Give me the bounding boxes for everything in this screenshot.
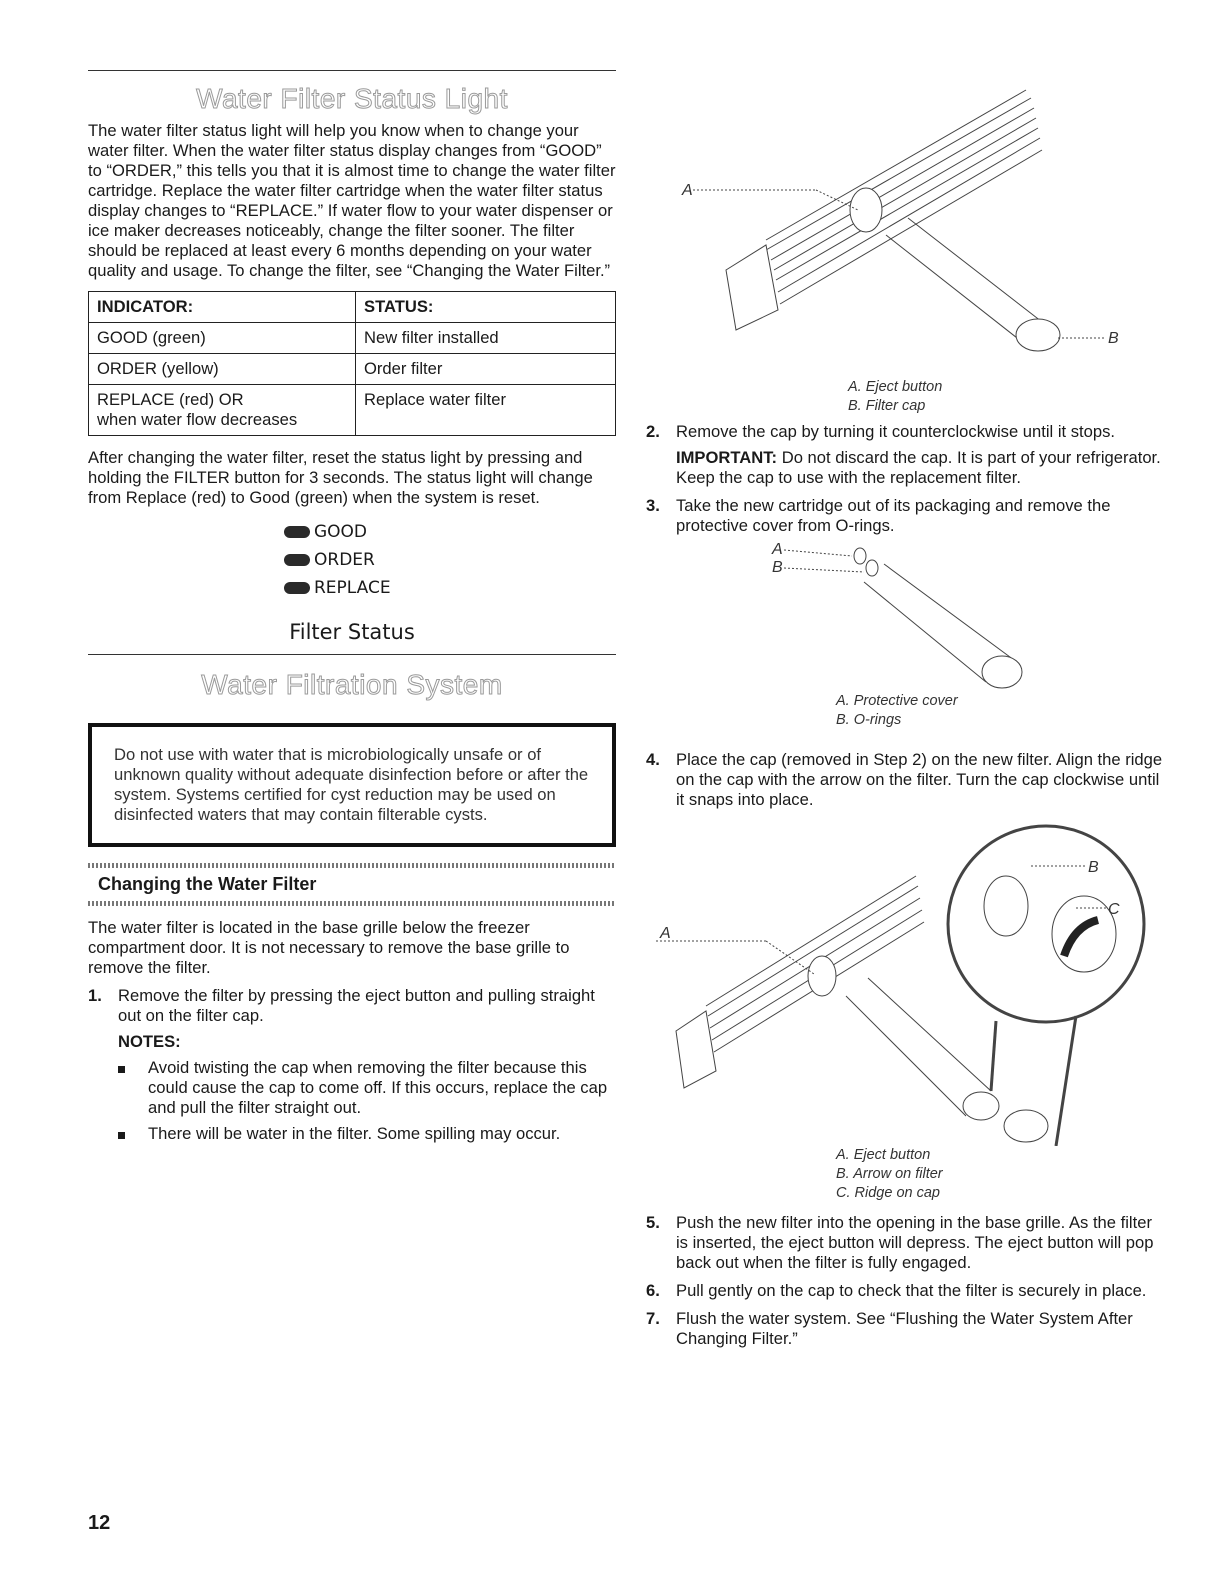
led-icon	[284, 554, 310, 566]
step-5	[646, 1213, 1166, 1273]
figure-label: B	[772, 559, 783, 576]
dotted-divider	[88, 863, 616, 868]
status-cell: Replace water filter	[356, 385, 616, 436]
indicator-cell: GOOD (green)	[89, 323, 356, 354]
indicator-good	[284, 518, 616, 546]
step-text: Push the new filter into the opening in the base grille. As the filter is inserted, the eject button will depress. The eject button will pop back out when the filter is fully engaged.	[676, 1213, 1154, 1272]
step-text: Remove the cap by turning it counterclockwise until it stops.	[676, 422, 1116, 441]
figure-new-cartridge	[646, 542, 1166, 692]
important-note	[676, 448, 1166, 488]
important-text: Do not discard the cap. It is part of your refrigerator. Keep the cap to use with the replacement filter.	[676, 448, 1161, 487]
step-number: 6.	[646, 1281, 660, 1300]
caption-line: C. Ridge on cap	[836, 1185, 940, 1201]
indicator-line: REPLACE (red) OR	[97, 390, 244, 409]
indicator-line-extra: when water flow decreases	[97, 410, 298, 429]
note-text: There will be water in the filter. Some spilling may occur.	[148, 1124, 561, 1143]
caption-line: A. Eject button	[848, 379, 943, 395]
indicator-cell: ORDER (yellow)	[89, 354, 356, 385]
step-number: 7.	[646, 1309, 660, 1328]
reset-instructions: After changing the water filter, reset the status light by pressing and holding the FILTER button for 3 seconds. The status light will change from Replace (red) to Good (green) when the system is reset.	[88, 448, 593, 507]
filter-status-caption: Filter Status	[289, 620, 415, 644]
figure-label: A	[772, 542, 783, 558]
changing-heading: Changing the Water Filter	[98, 874, 317, 894]
notes-label: NOTES:	[118, 1032, 181, 1051]
right-column	[646, 70, 1166, 1349]
indicator-label: REPLACE	[314, 578, 391, 598]
status-cell: Order filter	[356, 354, 616, 385]
led-icon	[284, 526, 310, 538]
step-4	[646, 750, 1166, 810]
important-label: IMPORTANT:	[676, 448, 778, 467]
step-6	[646, 1281, 1166, 1301]
caption-line: B. O-rings	[836, 712, 902, 728]
warning-box	[88, 723, 616, 847]
status-table-header	[89, 292, 616, 323]
section-title-filtration: Water Filtration System	[201, 669, 503, 700]
step-7	[646, 1309, 1166, 1349]
caption-line: B. Filter cap	[848, 398, 926, 414]
page-number: 12	[88, 1512, 111, 1534]
step-number: 5.	[646, 1213, 660, 1232]
status-light-intro: The water filter status light will help you know when to change your water filter. When the water filter status display changes from “GOOD” to “ORDER,” this tells you that it is almost time to change the water filter cartridge. Replace the water filter cartridge when the water filter status display changes to “REPLACE.” If water flow to your water dispenser or ice maker decreases noticeably, change the filter sooner. The filter should be replaced at least every 6 months depending on your water quality and usage. To change the filter, see “Changing the Water Filter.”	[88, 121, 616, 280]
status-table	[88, 291, 616, 436]
step-text: Remove the filter by pressing the eject button and pulling straight out on the filter cap.	[118, 986, 595, 1025]
indicator-label: GOOD	[314, 522, 368, 542]
caption-line: B. Arrow on filter	[836, 1166, 943, 1182]
indicator-cell	[89, 385, 356, 436]
bullet-icon	[118, 1124, 148, 1144]
step-1	[88, 986, 616, 1026]
figure-captions	[848, 378, 1166, 416]
header-indicator: INDICATOR:	[89, 292, 356, 323]
cap-alignment-illustration	[646, 816, 1166, 1146]
section-title-status-light: Water Filter Status Light	[196, 83, 508, 114]
figure-label: C	[1108, 901, 1120, 918]
led-icon	[284, 582, 310, 594]
figure-label: A	[682, 182, 693, 199]
note-item	[118, 1058, 616, 1118]
table-row	[89, 323, 616, 354]
indicator-label: ORDER	[314, 550, 375, 570]
figure-label: A	[660, 925, 671, 942]
step-number: 3.	[646, 496, 660, 515]
figure-label: B	[1108, 330, 1119, 347]
indicator-order	[284, 546, 616, 574]
filter-status-indicator-figure	[284, 518, 616, 602]
step-number: 2.	[646, 422, 660, 441]
step-text: Take the new cartridge out of its packaging and remove the protective cover from O-rings.	[676, 496, 1111, 535]
status-cell: New filter installed	[356, 323, 616, 354]
figure-eject-filter	[646, 70, 1166, 370]
section-rule	[88, 654, 616, 655]
header-status: STATUS:	[356, 292, 616, 323]
warning-text: Do not use with water that is microbiologically unsafe or of unknown quality without adequate disinfection before or after the system. Systems certified for cyst reduction may be used on disinfected waters that may contain filterable cysts.	[114, 745, 589, 824]
step-text: Flush the water system. See “Flushing the Water System After Changing Filter.”	[676, 1309, 1133, 1348]
figure-label: B	[1088, 859, 1099, 876]
new-cartridge-illustration	[646, 542, 1166, 692]
top-rule	[88, 70, 616, 71]
step-number: 4.	[646, 750, 660, 769]
note-text: Avoid twisting the cap when removing the filter because this could cause the cap to come off. If this occurs, replace the cap and pull the filter straight out.	[148, 1058, 608, 1117]
step-number: 1.	[88, 986, 102, 1005]
caption-line: A. Eject button	[836, 1147, 931, 1163]
step-3	[646, 496, 1166, 536]
table-row	[89, 385, 616, 436]
figure-captions	[836, 1146, 1166, 1203]
table-row	[89, 354, 616, 385]
bullet-icon	[118, 1058, 148, 1118]
filter-removal-illustration	[646, 70, 1166, 370]
figure-cap-alignment	[646, 816, 1166, 1146]
left-column	[88, 70, 616, 1144]
dotted-divider	[88, 901, 616, 906]
note-item	[118, 1124, 616, 1144]
step-2	[646, 422, 1166, 442]
step-text: Place the cap (removed in Step 2) on the new filter. Align the ridge on the cap with the arrow on the filter. Turn the cap clockwise until it snaps into place.	[676, 750, 1163, 809]
figure-captions	[836, 692, 1166, 730]
changing-intro: The water filter is located in the base grille below the freezer compartment door. It is not necessary to remove the base grille to remove the filter.	[88, 918, 570, 977]
indicator-replace	[284, 574, 616, 602]
step-text: Pull gently on the cap to check that the filter is securely in place.	[676, 1281, 1147, 1300]
caption-line: A. Protective cover	[836, 693, 958, 709]
